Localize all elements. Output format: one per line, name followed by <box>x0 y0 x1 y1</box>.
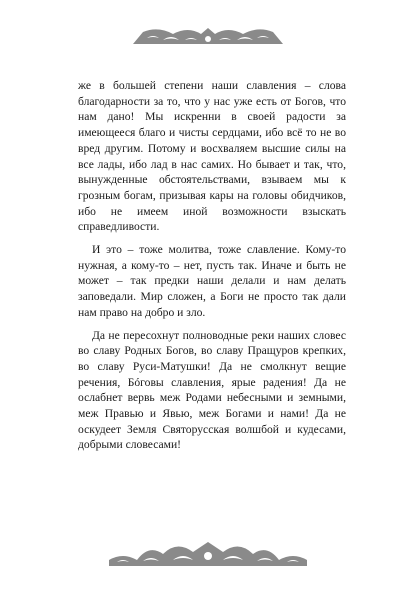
ornament-bottom-icon <box>103 530 313 579</box>
ornament-top-icon <box>123 24 293 55</box>
main-text <box>78 78 346 460</box>
paragraph-3: Да не пересохнут полноводные реки наших словес во славу Родных Богов, во славу Пращуров крепких, во славу Руси-Матушки! Да не смолкнут вещие речения, Бóговы славления, ярые радения! Да не ослабнет вервь меж Родами небесными и земными, меж Правью и Явью, меж Богами и нами! Да не оскудеет Земля Святорусская волшбой и кудесами, добрыми словесами! <box>78 328 346 452</box>
paragraph-1: же в большей степени наши славления – слова благодарности за то, что у нас уже есть от Богов, что нам дано! Мы искренни в своей радости за имеющееся благо и чисты сердцами, ибо всё то не во вред другим. Потому и восхваляем высшие силы на все лады, ибо лад в нас самих. Но бывает и так, что, вынужденные обстоятельствами, взываем мы к грозным богам, призывая кары на головы обидчиков, ибо не имеем иной возможности взыскать справедливости. <box>78 79 346 234</box>
paragraph-2: И это – тоже молитва, тоже славление. Кому-то нужная, а кому-то – нет, пусть так. Иначе и быть не может – так предки наши делали и нам делать заповедали. Мир сложен, а Боги не просто так дали нам право на добро и зло. <box>78 243 346 319</box>
